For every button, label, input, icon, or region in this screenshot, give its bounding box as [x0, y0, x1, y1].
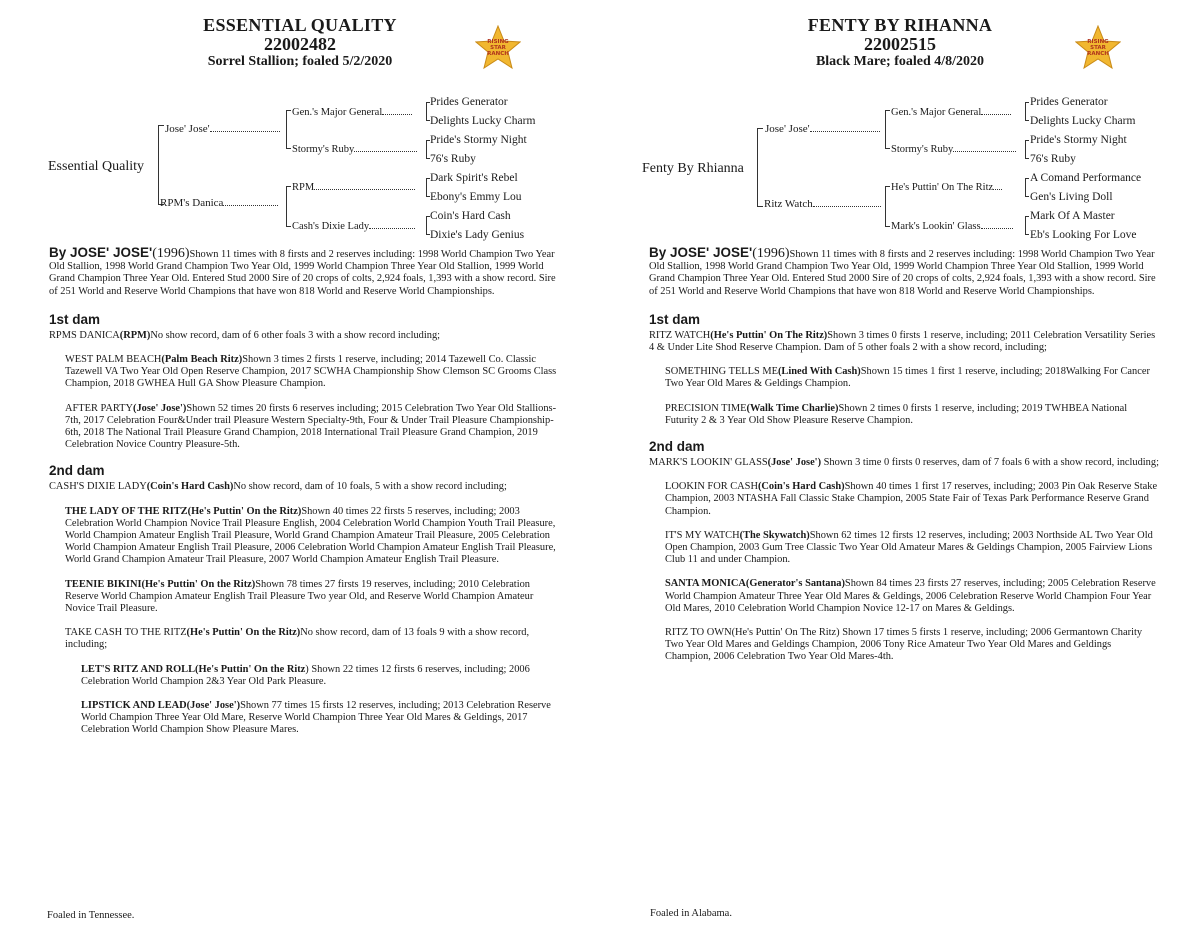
g3-ancestor: Eb's Looking For Love — [1030, 229, 1137, 241]
offspring-entry: RITZ TO OWN(He's Puttin' On The Ritz) Shown 17 times 5 firsts 1 reserve, including; 2006 Germantown Charity Two Year Old Mares and Geldings Champion, 2006 Tony Rice Amateur Two Year Old Mares and Geldings Champion, 2006 Celebration Two Year Old Mares-4th. — [665, 627, 1143, 663]
g3-ancestor: Delights Lucky Charm — [1030, 115, 1136, 127]
offspring-entry: SANTA MONICA(Generator's Santana)Shown 84 times 23 firsts 27 reserves, including; 2005 Celebration Reserve World Champion Amateur Three Year Old Mares & Geldings, 2006 Celebration Reserve World Champion Four Year Old Mares, 2010 Celebration World Champion Novice 12-17 on Mares & Geldings. — [665, 578, 1156, 614]
sire-dam-entry: Stormy's Ruby — [292, 143, 417, 156]
offspring-entry: TAKE CASH TO THE RITZ(He's Puttin' On the Ritz)No show record, dam of 13 foals 9 with a show record, including; — [65, 627, 530, 651]
offspring-entry: SOMETHING TELLS ME(Lined With Cash)Shown 15 times 1 first 1 reserve, including; 2018Walking For Cancer Two Year Old Mares & Geldings Champion. — [665, 366, 1150, 390]
g3-ancestor: Delights Lucky Charm — [430, 115, 536, 127]
offspring-entry: IT'S MY WATCH(The Skywatch)Shown 62 times 12 firsts 12 reserves, including; 2003 Northside AL Two Year Old Open Champion, 2003 Gum Tree Classic Two Year Old Amateur Mares & Geldings Champion, 2005 Fairview Lions Club 11 and under Champion. — [665, 529, 1153, 566]
g3-ancestor: Pride's Stormy Night — [1030, 134, 1127, 146]
dam-sire-entry: RPM — [292, 181, 415, 194]
sire-name: Jose' Jose' — [165, 123, 210, 135]
first-dam-paragraph: RPMS DANICA(RPM)No show record, dam of 6 other foals 3 with a show record including; — [49, 329, 441, 341]
horse-name: ESSENTIAL QUALITY — [203, 15, 397, 35]
horse-description: Black Mare; foaled 4/8/2020 — [815, 54, 985, 69]
pedigree-page-right — [600, 0, 1200, 927]
logo-text-2: STAR — [1090, 45, 1106, 51]
horse-name: FENTY BY RIHANNA — [807, 15, 993, 35]
sire-heading: By JOSE' JOSE' — [49, 245, 153, 260]
foaled-in: Foaled in Alabama. — [650, 908, 732, 919]
sire-sire-entry: Gen.'s Major General — [891, 106, 1011, 119]
registration-number: 22002515 — [864, 34, 936, 54]
dam-name: RPM's Danica — [160, 197, 224, 209]
pedigree-chart — [0, 0, 600, 250]
first-dam-paragraph: RITZ WATCH(He's Puttin' On The Ritz)Shown 3 times 0 firsts 1 reserve, including; 2011 Celebration Versatility Series 4 & Under Lite Shod Reserve Champion. Dam of 5 other foals 2 with a show record, including; — [649, 329, 1156, 354]
sire-entry — [165, 123, 280, 135]
second-dam-paragraph: MARK'S LOOKIN' GLASS(Jose' Jose') Shown 3 time 0 firsts 0 reserves, dam of 7 foals 6 with a show record, including; — [649, 457, 1159, 469]
sire-paragraph: By JOSE' JOSE'(1996)Shown 11 times with 8 firsts and 2 reserves including: 1998 World Champion Two Year Old Stallion, 1998 World Grand Champion Two Year Old, 1999 World Champion Three Year Old Stallion, 1999 World Grand Champion Three Year Old. Entered Stud 2000 Sire of 20 crops of colts, 2,924 foals, 1,393 with a show record. Sire of 251 World and Reserve World Champions that have won 818 World and Reserve World Championships. — [649, 245, 1156, 297]
sire-entry: Jose' Jose' — [765, 123, 880, 135]
dam-entry — [160, 197, 278, 209]
pedigree-notes — [649, 247, 1159, 676]
pedigree-notes — [49, 247, 559, 749]
dam-sire-entry: He's Puttin' On The Ritz — [891, 181, 1002, 194]
pedigree-chart — [600, 0, 1200, 250]
offspring-entry: TEENIE BIKINI(He's Puttin' On the Ritz)Shown 78 times 27 firsts 19 reserves, including; 2010 Celebration Reserve World Champion Amateur English Trail Pleasure Two year Old, and Reserve World Champion Amateur Novice Trail Pleasure. — [65, 578, 534, 615]
g3-ancestor: Dark Spirit's Rebel — [430, 172, 518, 184]
dam-dam-entry: Cash's Dixie Lady — [292, 220, 415, 233]
g3-ancestor: A Comand Performance — [1030, 172, 1142, 184]
pedigree-subject: Essential Quality — [48, 159, 145, 174]
horse-description: Sorrel Stallion; foaled 5/2/2020 — [207, 54, 393, 69]
registration-number: 22002482 — [264, 34, 336, 54]
sire-heading: By JOSE' JOSE' — [649, 245, 753, 260]
logo-text-2: STAR — [490, 45, 506, 51]
grand-offspring-entry: LET'S RITZ AND ROLL(He's Puttin' On the Ritz) Shown 22 times 12 firsts 6 reserves, including; 2006 Celebration World Champion 2&3 Year Old Park Pleasure. — [81, 663, 530, 687]
logo-text-1: RISING — [1087, 39, 1109, 45]
g3-ancestor: 76's Ruby — [1030, 153, 1076, 165]
offspring-entry: THE LADY OF THE RITZ(He's Puttin' On the Ritz)Shown 40 times 22 firsts 5 reserves, including; 2003 Celebration World Champion Novice Trail Pleasure English, 2004 Celebration World Champion Youth Trail Pleasure, World Champion Amateur English Trail Pleasure, World Grand Champion Amateur Trail Pleasure, 2005 Celebration World Champion Amateur English Trail Pleasure, 2006 Celebration World Champion Amateur English Trail Pleasure, World Grand Champion Amateur Trail Pleasure, 2007 World Champion Amateur English Trail Pleasure. — [65, 505, 556, 566]
g3-ancestor: 76's Ruby — [430, 153, 476, 165]
g3-ancestor: Gen's Living Doll — [1030, 191, 1113, 203]
logo-text-3: RANCH — [487, 51, 509, 57]
logo-text-3: RANCH — [1087, 51, 1109, 57]
g3-ancestor: Pride's Stormy Night — [430, 134, 527, 146]
pedigree-subject: Fenty By Rhianna — [642, 161, 744, 176]
g3-ancestor: Dixie's Lady Genius — [430, 229, 525, 241]
logo-text-1: RISING — [487, 39, 509, 45]
dam-entry: Ritz Watch — [764, 198, 881, 210]
g3-ancestor: Ebony's Emmy Lou — [430, 191, 522, 203]
g3-ancestor: Prides Generator — [430, 96, 508, 108]
offspring-entry: LOOKIN FOR CASH(Coin's Hard Cash)Shown 40 times 1 first 17 reserves, including; 2003 Pin Oak Reserve Stake Champion, 2003 NTASHA Fall Classic Stake Champion, 2005 State Fair of Texas Park Performance Reserve Grand Champion. — [665, 481, 1158, 517]
first-dam-heading: 1st dam — [649, 311, 701, 327]
offspring-entry: AFTER PARTY(Jose' Jose')Shown 52 times 20 firsts 6 reserves including; 2015 Celebration Two Year Old Stallions-7th, 2017 Celebration Four&Under trail Pleasure Western Specialty-9th, Four & Under Trail Pleasure Championship-6th, 2018 The National Trail Pleasure Grand Champion, 2018 International Trail Pleasure Grand Champion, 2019 Celebration Novice Country Pleasure-5th. — [65, 402, 557, 451]
second-dam-heading: 2nd dam — [49, 463, 105, 479]
sire-sire-entry: Gen.'s Major General — [292, 106, 412, 119]
g3-ancestor: Mark Of A Master — [1030, 210, 1115, 222]
offspring-entry: WEST PALM BEACH(Palm Beach Ritz)Shown 3 times 2 firsts 1 reserve, including; 2014 Tazewell Co. Classic Tazewell VA Two Year Old Open Reserve Champion, 2017 SCWHA Championship Show Clemson SC Grooms Class Champion, 2018 GWHEA Hull GA Show Pleasure Champion. — [65, 354, 557, 390]
g3-ancestor: Prides Generator — [1030, 96, 1108, 108]
bracket-line — [158, 125, 159, 204]
sire-dam-entry: Stormy's Ruby — [891, 143, 1016, 156]
foaled-in: Foaled in Tennessee. — [47, 910, 135, 921]
sire-paragraph: By JOSE' JOSE'(1996)Shown 11 times with 8 firsts and 2 reserves including: 1998 World Champion Two Year Old Stallion, 1998 World Grand Champion Two Year Old, 1999 World Champion Three Year Old Stallion, 1999 World Grand Champion Three Year Old. Entered Stud 2000 Sire of 20 crops of colts, 2,924 foals, 1,393 with a show record. Sire of 251 World and Reserve World Champions that have won 818 World and Reserve World Championships. — [49, 245, 556, 297]
second-dam-paragraph: CASH'S DIXIE LADY(Coin's Hard Cash)No show record, dam of 10 foals, 5 with a show record including; — [49, 481, 507, 493]
offspring-entry: PRECISION TIME(Walk Time Charlie)Shown 2 times 0 firsts 1 reserve, including; 2019 TWHBEA National Futurity 2 & 3 Year Old Show Pleasure Reserve Champion. — [665, 402, 1128, 426]
g3-ancestor: Coin's Hard Cash — [430, 210, 511, 222]
dam-dam-entry: Mark's Lookin' Glass — [891, 220, 1013, 233]
second-dam-heading: 2nd dam — [649, 439, 705, 455]
grand-offspring-entry: LIPSTICK AND LEAD(Jose' Jose')Shown 77 times 15 firsts 12 reserves, including; 2013 Celebration Reserve World Champion Three Year Old Mare, Reserve World Champion Three Year Old Mares & Geldings, 2017 Celebration World Champion Show Pleasure Mares. — [81, 700, 551, 736]
first-dam-heading: 1st dam — [49, 311, 101, 327]
